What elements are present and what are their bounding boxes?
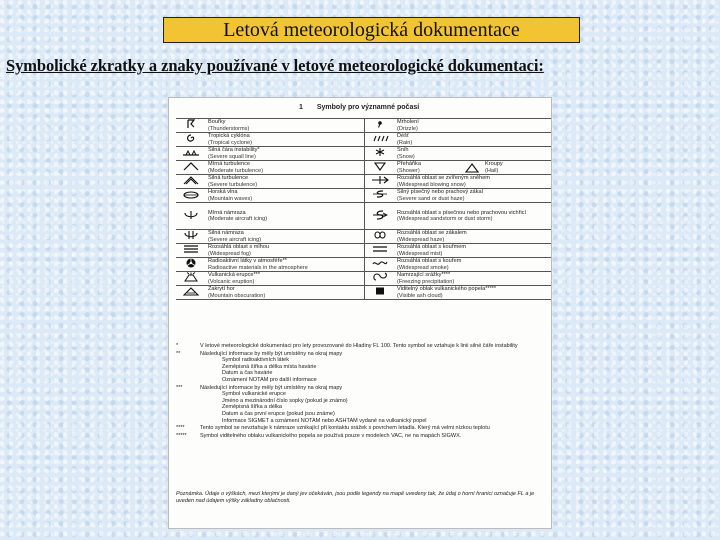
footnote bbox=[176, 433, 546, 440]
right-label-cell bbox=[395, 230, 552, 244]
left-symbol-cell bbox=[176, 189, 206, 203]
label-english: (Moderate aircraft icing) bbox=[208, 216, 268, 222]
mist-icon bbox=[371, 244, 389, 254]
symbol-row bbox=[176, 147, 552, 161]
blowing-snow-icon bbox=[371, 175, 389, 185]
right-label-cell bbox=[395, 119, 552, 133]
left-symbol-cell bbox=[176, 244, 206, 258]
left-label-cell bbox=[206, 203, 365, 230]
symbol-row bbox=[176, 230, 552, 244]
label-english: (Widespread smoke) bbox=[397, 264, 449, 271]
freezing-precipitation-icon bbox=[371, 272, 389, 282]
label-czech: Vulkanická erupce*** bbox=[208, 272, 261, 279]
label-english: (Freezing precipitation) bbox=[397, 278, 455, 285]
label-english: (Volcanic eruption) bbox=[208, 278, 255, 285]
left-symbol-cell bbox=[176, 272, 206, 286]
symbol-row bbox=[176, 258, 552, 272]
drizzle-icon bbox=[371, 119, 389, 129]
footnote-text: V letové meteorologické dokumentaci pro lety provozované do Hladiny FL 100. Tento symbol se vztahuje k linii silné čáře instability bbox=[200, 343, 518, 349]
right-label-cell bbox=[395, 244, 552, 258]
label-czech: Déšť bbox=[397, 133, 410, 140]
label-czech: Silný písečný nebo prachový zákal bbox=[397, 189, 483, 196]
left-symbol-cell bbox=[176, 286, 206, 300]
left-label-cell bbox=[206, 244, 365, 258]
label-czech: Silná námraza bbox=[208, 230, 244, 237]
label-czech: Mírná turbulence bbox=[208, 161, 250, 168]
shower-icon bbox=[371, 161, 389, 171]
right-label-cell bbox=[395, 175, 552, 189]
thunderstorm-icon bbox=[182, 119, 200, 129]
label-czech: Rozsáhlá oblast s písečnou nebo prachovou vichřicí bbox=[397, 209, 527, 216]
right-symbol-cell bbox=[365, 189, 396, 203]
symbol-row bbox=[176, 286, 552, 300]
right-symbol-cell bbox=[365, 203, 396, 230]
haze-icon bbox=[371, 230, 389, 240]
label-czech: Přeháňka bbox=[397, 161, 421, 168]
right-label-cell bbox=[395, 258, 552, 272]
left-symbol-cell bbox=[176, 258, 206, 272]
symbol-row bbox=[176, 244, 552, 258]
slide-title: Letová meteorologická dokumentace bbox=[163, 17, 580, 43]
label-czech: Tropická cyklóna bbox=[208, 133, 250, 140]
left-label-cell bbox=[206, 258, 365, 272]
footnote-marker: ** bbox=[176, 350, 181, 357]
sandstorm-icon bbox=[371, 189, 389, 199]
label-czech: Silná turbulence bbox=[208, 175, 249, 182]
label-english: Radioactive materials in the atmosphere bbox=[208, 264, 308, 271]
footnote-subitem: Jméno a mezinárodní číslo sopky (pokud je známo) bbox=[222, 397, 348, 404]
footnote-subitem: Zeměpisná šířka a délka bbox=[222, 404, 282, 411]
right-label-cell bbox=[395, 203, 552, 230]
label-english: (Widespread blowing snow) bbox=[397, 181, 466, 188]
left-label-cell bbox=[206, 147, 365, 161]
mountain-waves-icon bbox=[182, 189, 200, 199]
footnote-subitem: Informace SIGMET a oznámení NOTAM nebo ASHTAM vydané na vulkanický popel bbox=[222, 417, 427, 424]
label-english: (Tropical cyclone) bbox=[208, 139, 252, 146]
severe-turbulence-icon bbox=[182, 175, 200, 185]
label-english: (Snow) bbox=[397, 153, 415, 160]
footnote-marker: * bbox=[176, 343, 179, 349]
right-symbol-cell bbox=[365, 286, 396, 300]
severe-icing-icon bbox=[182, 230, 200, 240]
right-symbol-cell bbox=[365, 161, 396, 175]
left-label-cell bbox=[206, 272, 365, 286]
label-english: (Severe sand or dust haze) bbox=[397, 195, 465, 202]
hail-icon bbox=[463, 163, 481, 173]
right-label-cell bbox=[395, 189, 552, 203]
moderate-turbulence-icon bbox=[182, 161, 200, 171]
right-symbol-cell bbox=[365, 175, 396, 189]
right-symbol-cell bbox=[365, 272, 396, 286]
right-symbol-cell bbox=[365, 244, 396, 258]
right-symbol-cell bbox=[365, 119, 396, 133]
footnote bbox=[176, 343, 546, 350]
label-english: (Rain) bbox=[397, 139, 413, 146]
right-label-cell bbox=[395, 147, 552, 161]
label-english: (Drizzle) bbox=[397, 125, 418, 132]
widespread-fog-icon bbox=[182, 244, 200, 254]
left-symbol-cell bbox=[176, 147, 206, 161]
label-czech: Mrholení bbox=[397, 119, 419, 126]
squall-line-icon bbox=[182, 147, 200, 157]
footnote-marker: ***** bbox=[176, 432, 187, 439]
left-label-cell bbox=[206, 189, 365, 203]
symbol-row bbox=[176, 272, 552, 286]
rain-icon bbox=[371, 133, 389, 143]
label-english: (Severe aircraft icing) bbox=[208, 236, 262, 243]
left-label-cell bbox=[206, 133, 365, 147]
label-czech: Rozsáhlá oblast s kouřmem bbox=[397, 244, 467, 251]
left-label-cell bbox=[206, 286, 365, 300]
footnote-subitem: Datum a čas první erupce (pokud jsou známe) bbox=[222, 410, 335, 417]
label-english: (Widespread sandstorm or dust storm) bbox=[397, 216, 493, 222]
radioactive-icon bbox=[182, 258, 200, 268]
footnote-text: Následující informace by měly být umístěny na okraj mapy bbox=[200, 384, 343, 391]
label-english: (Visible ash cloud) bbox=[397, 292, 443, 299]
label-czech: Radioaktivní látky v atmosféře** bbox=[208, 258, 287, 265]
symbol-row bbox=[176, 203, 552, 230]
right-symbol-cell bbox=[365, 258, 396, 272]
label-english: (Severe squall line) bbox=[208, 153, 256, 160]
label-czech: Mírná námraza bbox=[208, 209, 246, 216]
right-label-cell bbox=[395, 133, 552, 147]
symbol-row bbox=[176, 119, 552, 133]
volcanic-eruption-icon bbox=[182, 272, 200, 282]
footnote bbox=[176, 351, 546, 384]
volcanic-ash-icon bbox=[371, 286, 389, 296]
right-symbol-cell bbox=[365, 147, 396, 161]
right-label-cell bbox=[395, 286, 552, 300]
symbol-row bbox=[176, 161, 552, 175]
doc-footer-note bbox=[176, 491, 546, 504]
footer-text: Údaje o výškách, mezi kterými je daný jev očekáván, jsou podle legendy na mapě uvedeny tak, že údaj o horní hranici označuje FL a je uveden nad údajem výšky základny oblačnosti. bbox=[176, 491, 535, 504]
label-czech: Rozsáhlá oblast s mlhou bbox=[208, 244, 269, 251]
footnote-subitem: Symbol radioaktivních látek bbox=[222, 357, 289, 364]
label-czech: Sníh bbox=[397, 147, 409, 154]
mountain-obscuration-icon bbox=[182, 286, 200, 296]
tropical-cyclone-icon bbox=[182, 133, 200, 143]
label-czech: Bouřky bbox=[208, 119, 226, 126]
footnote-subitem: Oznámení NOTAM pro další informace bbox=[222, 376, 317, 383]
left-symbol-cell bbox=[176, 175, 206, 189]
label-czech: Viditelný oblak vulkanického popela***** bbox=[397, 286, 497, 293]
left-symbol-cell bbox=[176, 203, 206, 230]
left-symbol-cell bbox=[176, 230, 206, 244]
left-label-cell bbox=[206, 175, 365, 189]
label-czech: Zakrytí hor bbox=[208, 286, 235, 293]
footnote-subitem: Symbol vulkanické erupce bbox=[222, 391, 286, 398]
label-czech: Rozsáhlá oblast se zákalem bbox=[397, 230, 467, 237]
right-label-cell bbox=[395, 272, 552, 286]
footnote bbox=[176, 425, 546, 432]
right-symbol-cell bbox=[365, 230, 396, 244]
label-english: (Hail) bbox=[485, 167, 499, 174]
footnote-text: Symbol viditelného oblaku vulkanického popela se používá pouze v modelech VAC, ne na mapách SIGWX. bbox=[200, 432, 462, 439]
left-label-cell bbox=[206, 161, 365, 175]
symbol-document bbox=[168, 97, 552, 529]
label-english: (Widespread fog) bbox=[208, 250, 251, 257]
slide-subtitle: Symbolické zkratky a znaky používané v letové meteorologické dokumentaci: bbox=[6, 56, 544, 75]
label-czech: Horská vlna bbox=[208, 189, 238, 196]
label-czech: Rozsáhlá oblast se zvířeným sněhem bbox=[397, 175, 490, 182]
snow-icon bbox=[371, 147, 389, 157]
left-symbol-cell bbox=[176, 119, 206, 133]
footnote-text: Následující informace by měly být umístěny na okraj mapy bbox=[200, 350, 343, 357]
left-symbol-cell bbox=[176, 161, 206, 175]
footnote bbox=[176, 385, 546, 425]
section-title: Symboly pro významné počasí bbox=[316, 104, 420, 111]
moderate-icing-icon bbox=[182, 210, 200, 220]
symbol-row bbox=[176, 189, 552, 203]
smoke-icon bbox=[371, 258, 389, 268]
symbol-table bbox=[176, 118, 552, 300]
label-english: (Thunderstorms) bbox=[208, 125, 250, 132]
label-czech: Silná čára instability* bbox=[208, 147, 260, 154]
footnote-marker: **** bbox=[176, 425, 185, 432]
doc-heading bbox=[299, 104, 419, 111]
label-english: (Widespread mist) bbox=[397, 250, 443, 257]
section-number: 1 bbox=[299, 104, 303, 111]
footnotes bbox=[176, 343, 546, 440]
label-czech: Namrzající srážky**** bbox=[397, 272, 451, 279]
footer-label: Poznámka. bbox=[176, 491, 204, 497]
footnote-subitem: Zeměpisná šířka a délka místa havárie bbox=[222, 363, 317, 370]
right-symbol-cell bbox=[365, 133, 396, 147]
left-label-cell bbox=[206, 230, 365, 244]
symbol-row bbox=[176, 133, 552, 147]
footnote-marker: *** bbox=[176, 384, 183, 391]
footnote-text: Tento symbol se nevztahuje k námraze vznikající při kontaktu srážek s povrchem letadla. Který má velmi nízkou teplotu bbox=[200, 425, 490, 432]
label-english: (Widespread haze) bbox=[397, 236, 445, 243]
right-label-cell bbox=[395, 161, 552, 175]
label-english: (Mountain obscuration) bbox=[208, 292, 266, 299]
symbol-row bbox=[176, 175, 552, 189]
label-english: (Mountain waves) bbox=[208, 195, 253, 202]
widespread-sandstorm-icon bbox=[371, 210, 389, 220]
left-label-cell bbox=[206, 119, 365, 133]
label-english: (Shower) bbox=[397, 167, 420, 174]
label-english: (Severe turbulence) bbox=[208, 181, 258, 188]
footnote-subitem: Datum a čas havárie bbox=[222, 370, 273, 377]
label-czech: Rozsáhlá oblast s kouřem bbox=[397, 258, 462, 265]
label-czech: Kroupy bbox=[485, 161, 503, 168]
left-symbol-cell bbox=[176, 133, 206, 147]
label-english: (Moderate turbulence) bbox=[208, 167, 264, 174]
